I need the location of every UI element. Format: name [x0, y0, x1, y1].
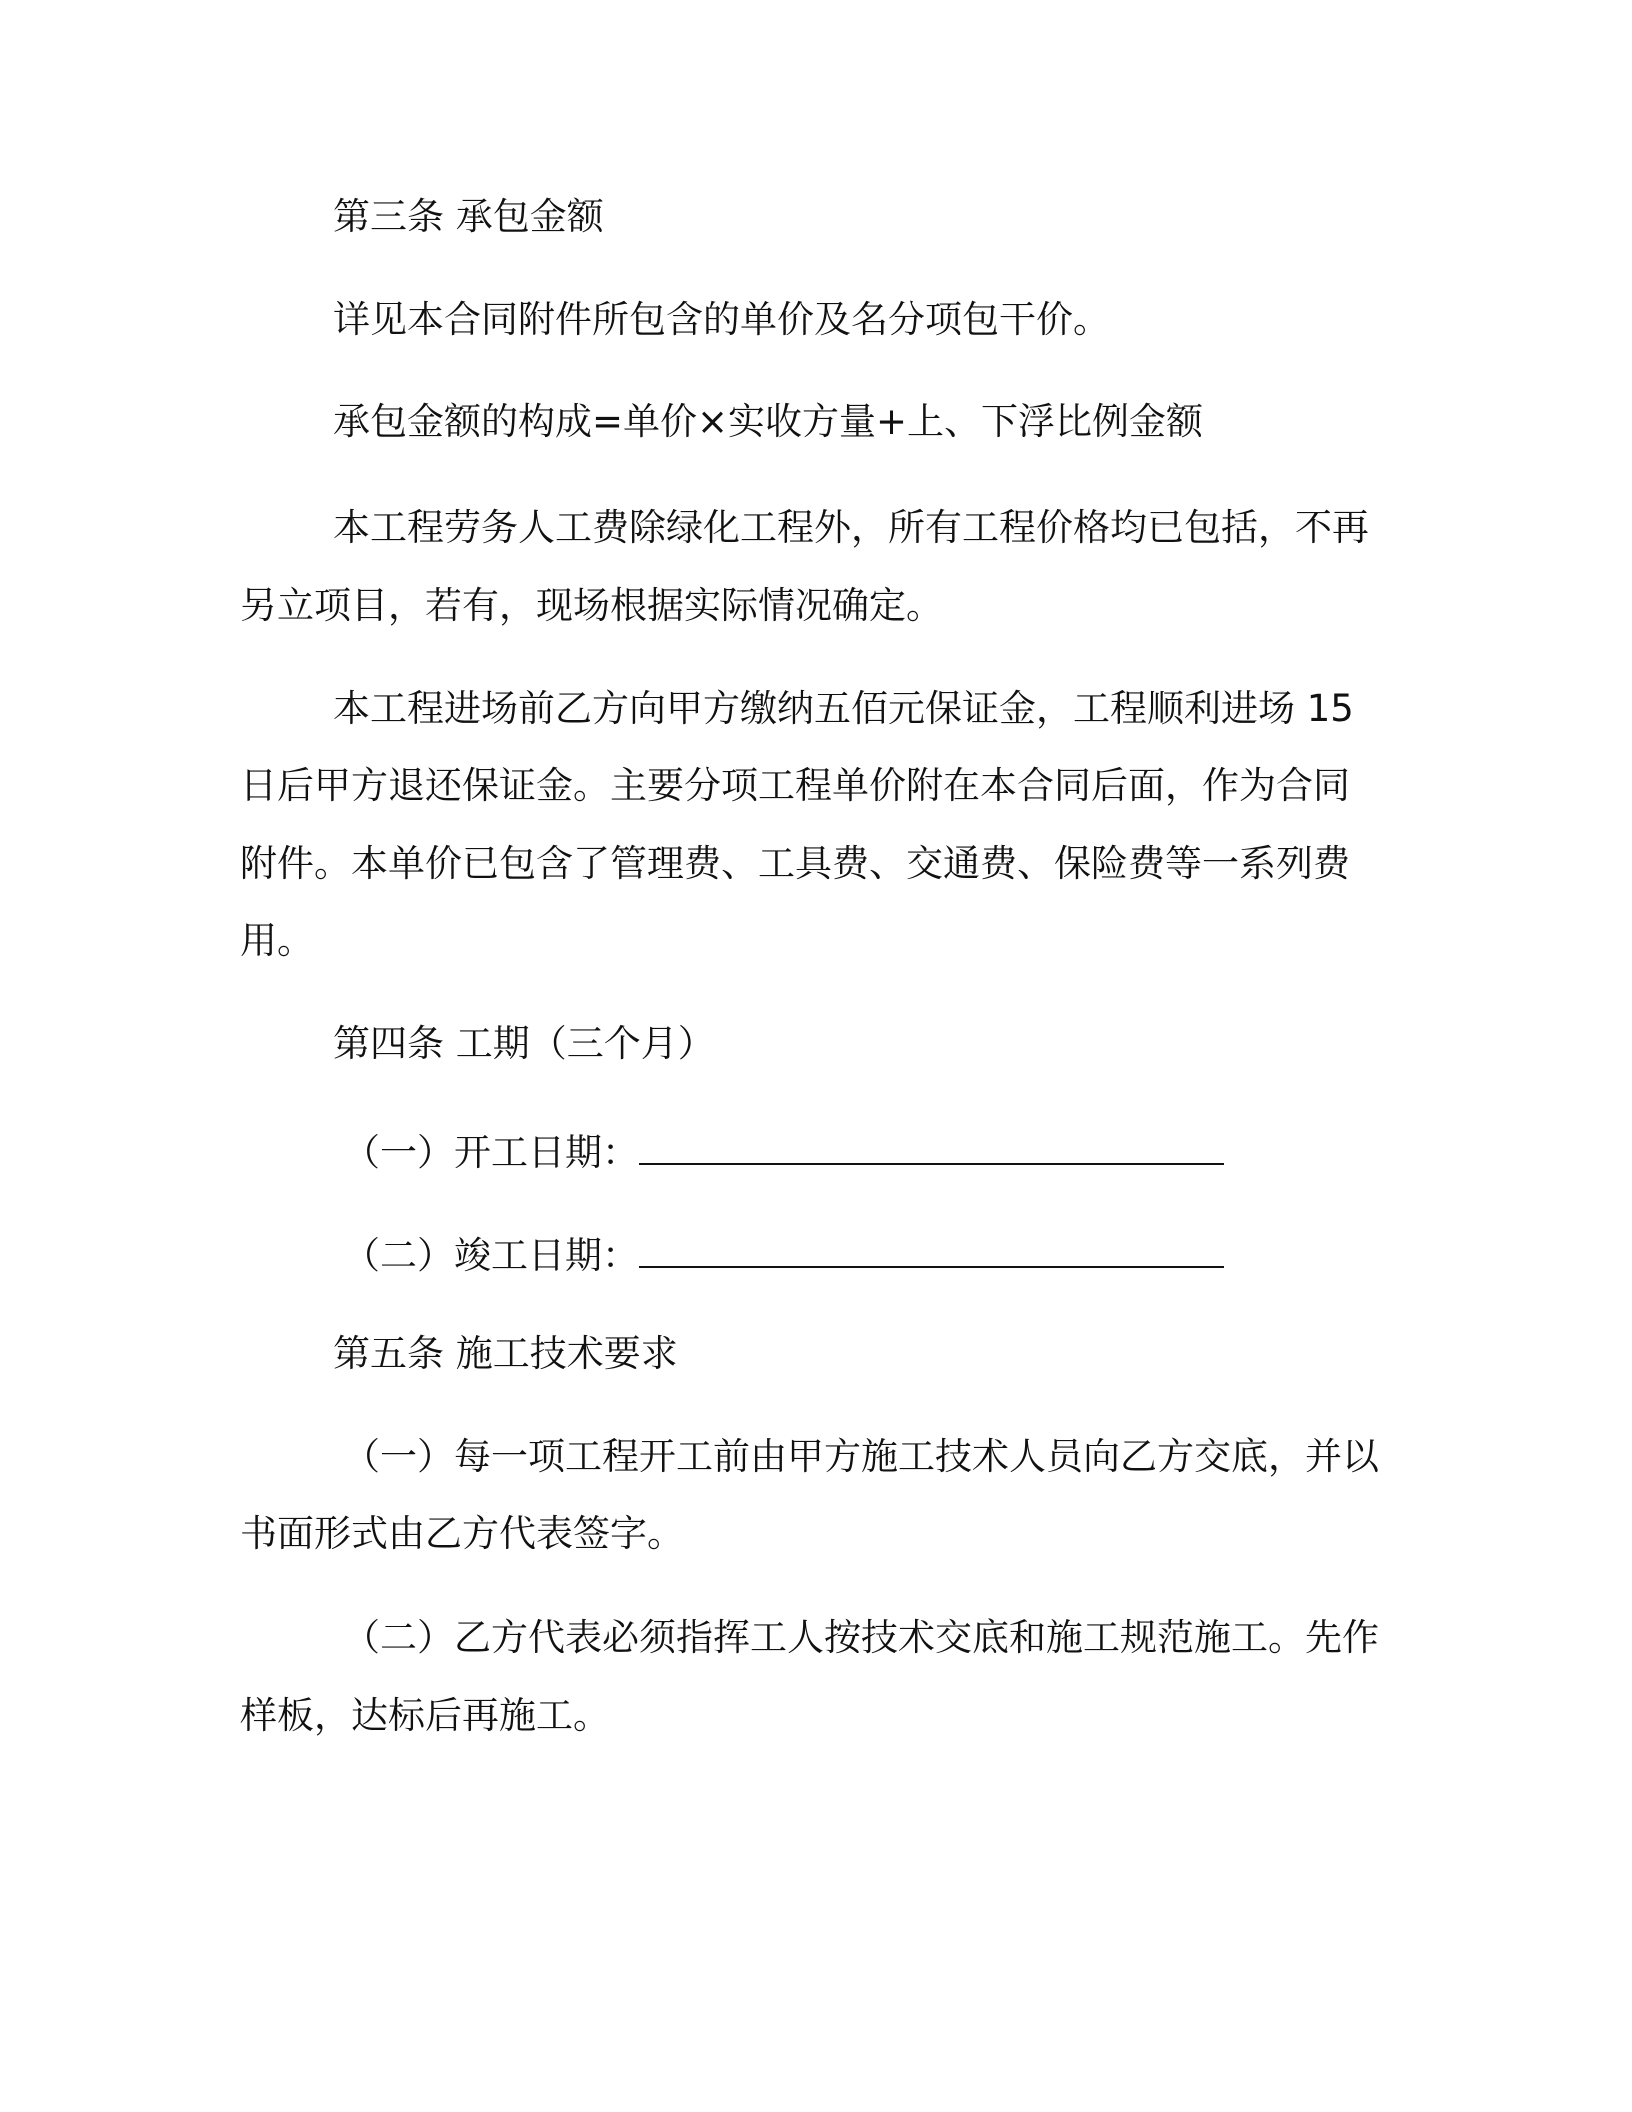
end-date-row: [343, 1228, 1224, 1280]
article3-paragraph-3-line-2: 另立项目，若有，现场根据实际情况确定。: [240, 584, 943, 627]
start-date-label: （一）开工日期：: [343, 1131, 639, 1174]
article3-paragraph-1: 详见本合同附件所包含的单价及名分项包干价。: [333, 298, 1110, 341]
article5-heading: 第五条 施工技术要求: [333, 1332, 678, 1375]
article3-paragraph-2: 承包金额的构成=单价×实收方量+上、下浮比例金额: [333, 400, 1204, 443]
article3-paragraph-4-line-2: 日后甲方退还保证金。主要分项工程单价附在本合同后面，作为合同: [240, 764, 1350, 807]
start-date-row: [343, 1125, 1224, 1177]
article5-item-1-line-1: （一）每一项工程开工前由甲方施工技术人员向乙方交底，并以: [343, 1435, 1379, 1478]
article3-paragraph-3-line-1: 本工程劳务人工费除绿化工程外，所有工程价格均已包括，不再: [333, 506, 1369, 549]
end-date-label: （二）竣工日期：: [343, 1234, 639, 1277]
article3-paragraph-4-line-4: 用。: [240, 919, 314, 962]
article3-heading: 第三条 承包金额: [333, 195, 604, 238]
start-date-blank: [639, 1125, 1224, 1165]
article4-heading: 第四条 工期（三个月）: [333, 1022, 715, 1065]
article5-item-2-line-1: （二）乙方代表必须指挥工人按技术交底和施工规范施工。先作: [343, 1616, 1379, 1659]
article5-item-1-line-2: 书面形式由乙方代表签字。: [240, 1512, 684, 1555]
end-date-blank: [639, 1228, 1224, 1268]
article5-item-2-line-2: 样板，达标后再施工。: [240, 1694, 610, 1737]
article3-paragraph-4-line-1: 本工程进场前乙方向甲方缴纳五佰元保证金，工程顺利进场 15: [333, 687, 1354, 730]
article3-paragraph-4-line-3: 附件。本单价已包含了管理费、工具费、交通费、保险费等一系列费: [240, 842, 1350, 885]
